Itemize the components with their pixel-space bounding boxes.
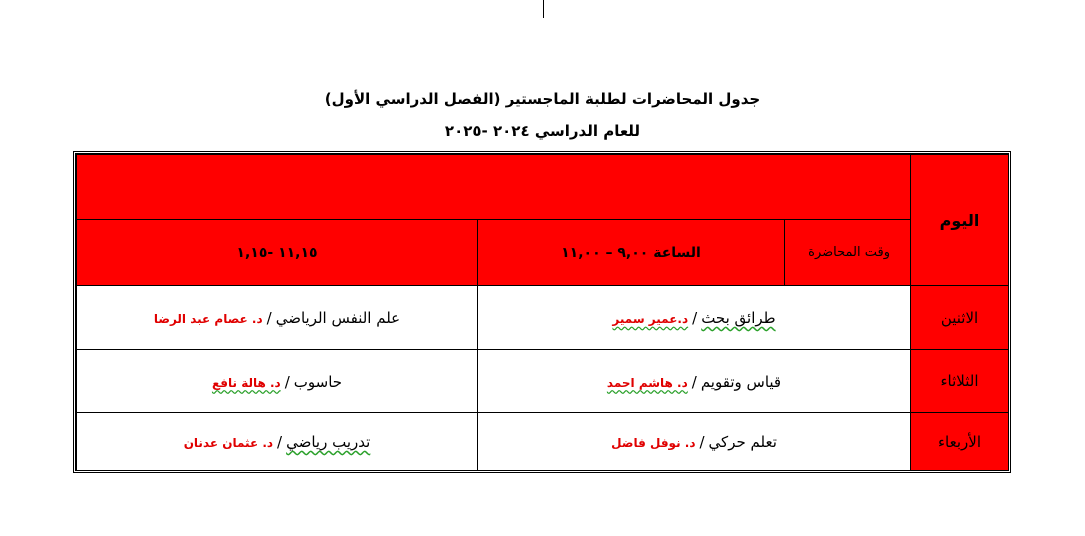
table-row [77, 350, 1009, 413]
text-cursor [543, 0, 544, 18]
time-slot-2-header: ١١,١٥ -١,١٥ [77, 220, 478, 286]
slot2-cell [77, 413, 478, 471]
table-row [77, 413, 1009, 471]
separator: / [692, 309, 698, 327]
separator: / [691, 372, 697, 391]
course-name: تدريب رياضي [286, 433, 371, 451]
slot1-cell [478, 350, 911, 413]
day-column-header: اليوم [911, 155, 1009, 286]
course-name: تعلم حركي [708, 433, 777, 451]
professor-name: د. عثمان عدنان [183, 436, 274, 450]
table-header-row-times [77, 220, 1009, 286]
table-row [77, 286, 1009, 350]
lecture-time-label: وقت المحاضرة [785, 220, 911, 286]
separator: / [266, 309, 272, 327]
course-name: قياس وتقويم [700, 372, 782, 391]
slot2-cell [77, 286, 478, 350]
professor-name: د. هالة نافع [211, 375, 281, 390]
header-blank-cell [77, 155, 911, 220]
schedule-table [76, 154, 1009, 471]
professor-name: د. هاشم احمد [606, 375, 688, 390]
slot1-cell [478, 413, 911, 471]
slot1-cell [478, 286, 911, 350]
separator: / [284, 372, 290, 391]
day-cell: الأربعاء [911, 413, 1009, 471]
course-name: حاسوب [293, 372, 343, 391]
time-slot-1-header: الساعة ٩,٠٠ – ١١,٠٠ [478, 220, 785, 286]
course-name: علم النفس الرياضي [275, 309, 401, 327]
separator: / [277, 433, 283, 451]
slot2-cell [77, 350, 478, 413]
professor-name: د. نوفل فاضل [611, 436, 696, 450]
separator: / [699, 433, 705, 451]
academic-year: للعام الدراسي ٢٠٢٤ -٢٠٢٥ [444, 122, 641, 140]
document-title: جدول المحاضرات لطلبة الماجستير (الفصل الدراسي الأول) [324, 90, 761, 108]
day-cell: الاثنين [911, 286, 1009, 350]
day-cell: الثلاثاء [911, 350, 1009, 413]
professor-name: د.عمير سمير [612, 312, 689, 326]
professor-name: د. عصام عبد الرضا [153, 312, 263, 326]
table-header-row-top [77, 155, 1009, 220]
course-name: طرائق بحث [701, 309, 776, 327]
